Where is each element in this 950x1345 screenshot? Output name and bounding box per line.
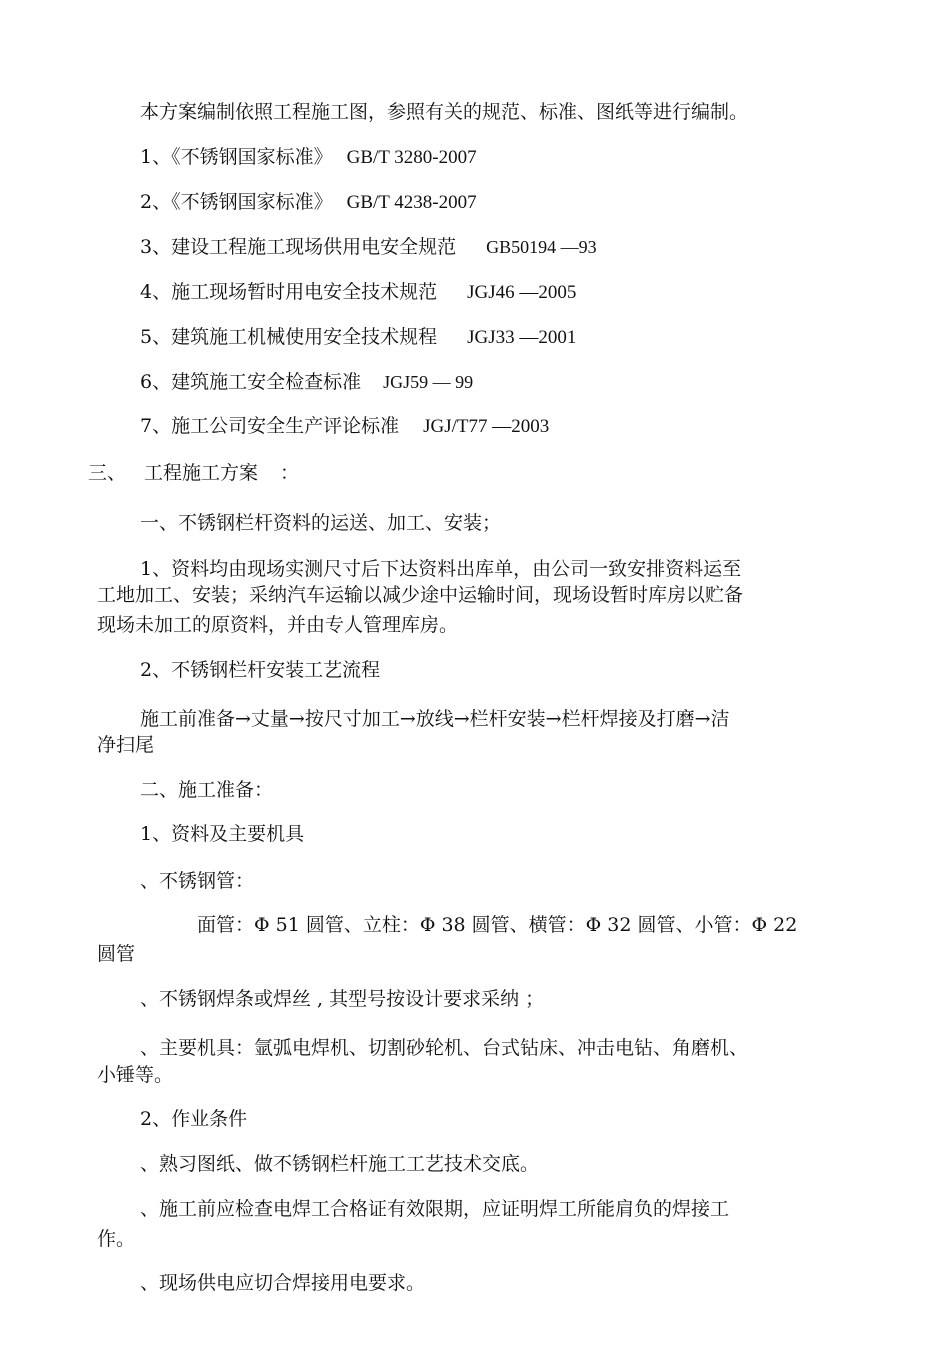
- condition-line: 、熟习图纸、做不锈钢栏杆施工工艺技术交底。: [140, 1153, 540, 1175]
- condition-line: 、施工前应检查电焊工合格证有效限期，应证明焊工所能肩负的焊接工: [140, 1198, 730, 1220]
- standard-code: JGJ59 — 99: [383, 372, 474, 392]
- section-number: 三、: [88, 462, 127, 484]
- standard-item: [140, 370, 473, 394]
- standard-item: [140, 235, 597, 259]
- standard-label: 1、《不锈钢国家标准》: [140, 146, 333, 168]
- standard-item: [140, 190, 477, 215]
- paragraph-line: 现场未加工的原资料，并由专人管理库房。: [97, 614, 459, 636]
- item-title: 1、资料及主要机具: [140, 823, 305, 845]
- pipe-title: 、不锈钢管：: [140, 870, 255, 892]
- standard-code: JGJ46 —2005: [467, 282, 577, 303]
- standard-label: 2、《不锈钢国家标准》: [140, 191, 333, 213]
- tools-line: 小锤等。: [97, 1064, 174, 1086]
- standard-label: 7、施工公司安全生产评论标准: [140, 415, 400, 437]
- process-title: 2、不锈钢栏杆安装工艺流程: [140, 659, 381, 681]
- paragraph-line: 1、资料均由现场实测尺寸后下达资料出库单，由公司一致安排资料运至: [140, 558, 742, 580]
- section-heading: [88, 461, 299, 485]
- subsection-title: 一、不锈钢栏杆资料的运送、加工、安装；: [140, 512, 502, 534]
- standard-item: [140, 145, 477, 170]
- standard-label: 3、建设工程施工现场供用电安全规范: [140, 236, 457, 258]
- condition-line: 作。: [97, 1228, 136, 1250]
- standard-item: [140, 414, 549, 439]
- standard-code: JGJ33 —2001: [467, 327, 577, 348]
- standard-code: JGJ/T77 —2003: [423, 416, 550, 437]
- flow-line: 施工前准备→丈量→按尺寸加工→放线→栏杆安装→栏杆焊接及打磨→洁: [140, 708, 730, 730]
- intro-paragraph: 本方案编制依照工程施工图，参照有关的规范、标准、图纸等进行编制。: [140, 101, 749, 123]
- standard-label: 6、建筑施工安全检查标准: [140, 371, 362, 393]
- standard-code: GB50194 —93: [486, 237, 597, 257]
- section-title: 工程施工方案: [144, 462, 259, 484]
- paragraph-line: 工地加工、安装；采纳汽车运输以减少途中运输时间，现场设暂时库房以贮备: [97, 584, 744, 606]
- weld-material-line: 、不锈钢焊条或焊丝 , 其型号按设计要求采纳 ；: [140, 988, 545, 1010]
- flow-line: 净扫尾: [97, 734, 155, 756]
- item-title: 2、作业条件: [140, 1108, 248, 1130]
- subsection-title: 二、施工准备：: [140, 779, 274, 801]
- standard-label: 4、施工现场暂时用电安全技术规范: [140, 281, 438, 303]
- pipe-spec-line: 面管：Φ 51 圆管、立柱：Φ 38 圆管、横管：Φ 32 圆管、小管：Φ 22: [197, 914, 798, 936]
- standard-code: GB/T 3280-2007: [346, 147, 477, 168]
- standard-label: 5、建筑施工机械使用安全技术规程: [140, 326, 438, 348]
- pipe-spec-line: 圆管: [97, 943, 136, 965]
- tools-line: 、主要机具：氩弧电焊机、切割砂轮机、台式钻床、冲击电钻、角磨机、: [140, 1037, 749, 1059]
- standard-item: [140, 325, 576, 350]
- condition-line: 、现场供电应切合焊接用电要求。: [140, 1272, 426, 1294]
- section-colon: ：: [280, 462, 300, 484]
- standard-code: GB/T 4238-2007: [346, 192, 477, 213]
- standard-item: [140, 280, 576, 305]
